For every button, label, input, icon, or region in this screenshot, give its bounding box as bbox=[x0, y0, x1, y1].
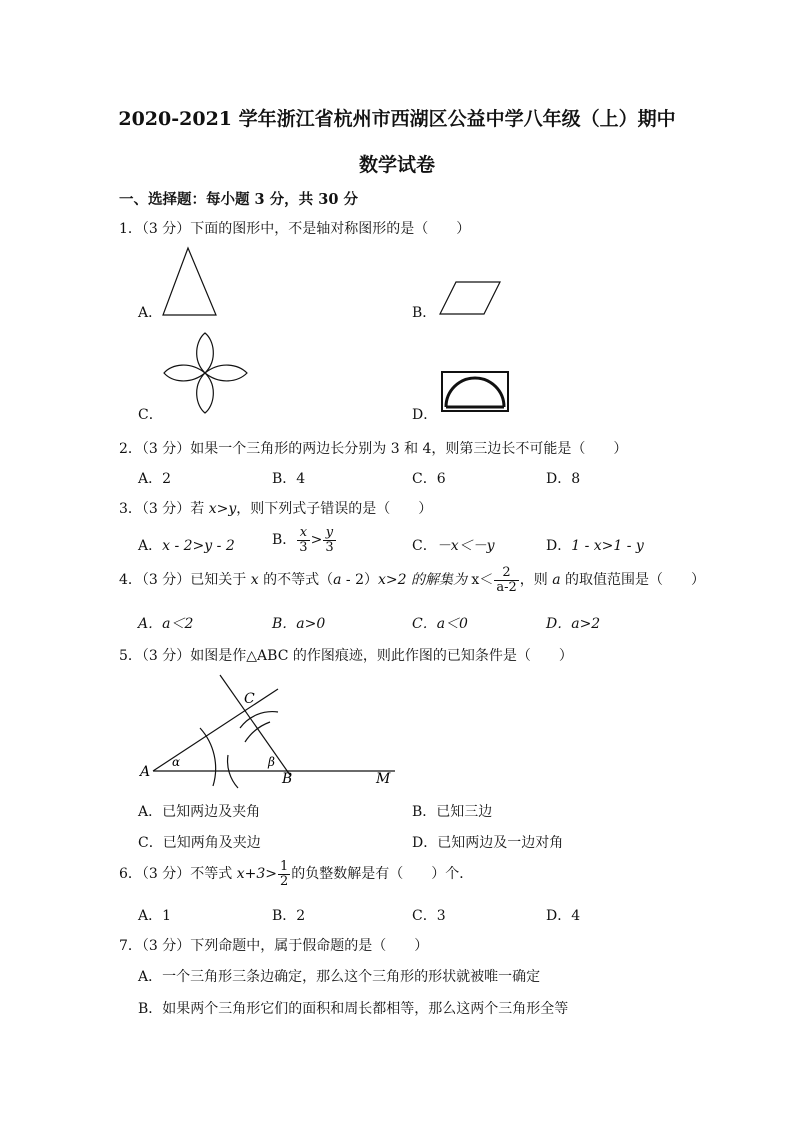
label-alpha: α bbox=[172, 755, 181, 769]
q2-option-d: D．8 bbox=[546, 471, 581, 487]
paper-title-line1: 2020-2021 学年浙江省杭州市西湖区公益中学八年级（上）期中 bbox=[118, 108, 676, 130]
question-2-stem: 2．（3 分）如果一个三角形的两边长分别为 3 和 4，则第三边长不可能是（ ） bbox=[119, 441, 628, 457]
q5-option-a: A．已知两边及夹角 bbox=[138, 804, 261, 820]
q2-option-b: B．4 bbox=[272, 471, 306, 487]
section-heading: 一、选择题：每小题 3 分，共 30 分 bbox=[119, 191, 358, 208]
q4-option-d: D．a>2 bbox=[546, 616, 601, 632]
q2-option-c: C．6 bbox=[412, 471, 446, 487]
q3-option-a: A．x - 2>y - 2 bbox=[138, 538, 235, 554]
question-7-stem: 7．（3 分）下列命题中，属于假命题的是（ ） bbox=[119, 938, 429, 954]
question-5-stem: 5．（3 分）如图是作△ABC 的作图痕迹，则此作图的已知条件是（ ） bbox=[119, 648, 573, 664]
q1-option-a-label: A． bbox=[138, 305, 163, 321]
q7-option-a: A．一个三角形三条边确定，那么这个三角形的形状就被唯一确定 bbox=[138, 969, 541, 985]
question-4-stem: 4．（3 分）已知关于 x 的不等式（a - 2）x>2 的解集为 x＜ $\frac{2}{a-2}$ ，则 a 的取值范围是（ ） bbox=[119, 565, 706, 595]
question-1-stem: 1．（3 分）下面的图形中，不是轴对称图形的是（ ） bbox=[119, 221, 471, 237]
q7-option-b: B．如果两个三角形它们的面积和周长都相等，那么这两个三角形全等 bbox=[138, 1001, 569, 1017]
q4-option-a: A．a＜2 bbox=[138, 616, 194, 632]
label-a: A bbox=[140, 764, 151, 780]
q5-option-c: C．已知两角及夹边 bbox=[138, 835, 261, 851]
label-b: B bbox=[282, 771, 293, 787]
label-m: M bbox=[376, 771, 391, 787]
q3-option-d: D．1 - x>1 - y bbox=[546, 538, 644, 554]
q5-option-d: D．已知两边及一边对角 bbox=[412, 835, 564, 851]
q6-option-c: C．3 bbox=[412, 908, 446, 924]
q4-option-b: B．a>0 bbox=[272, 616, 326, 632]
paper-title-line2: 数学试卷 bbox=[358, 154, 435, 176]
q6-option-b: B．2 bbox=[272, 908, 306, 924]
q1-option-b-label: B． bbox=[412, 305, 437, 321]
q1-option-d-label: D． bbox=[412, 407, 438, 423]
label-beta: β bbox=[268, 755, 275, 769]
q1-option-c-label: C． bbox=[138, 407, 163, 423]
label-c: C bbox=[244, 691, 255, 707]
q3-option-b: B． $\frac{x}{3}$ > $\frac{y}{3}$ bbox=[272, 525, 334, 555]
question-3-stem: 3．（3 分）若 x>y，则下列式子错误的是（ ） bbox=[119, 501, 433, 517]
q6-option-d: D．4 bbox=[546, 908, 581, 924]
q2-option-a: A．2 bbox=[138, 471, 172, 487]
q3-option-c: C．－x＜－y bbox=[412, 538, 495, 554]
q4-option-c: C．a＜0 bbox=[412, 616, 468, 632]
question-6-stem: 6．（3 分）不等式 x+3> $\frac{1}{2}$ 的负整数解是有（ ）个． bbox=[119, 859, 474, 889]
q6-option-a: A．1 bbox=[138, 908, 172, 924]
q5-option-b: B．已知三边 bbox=[412, 804, 493, 820]
